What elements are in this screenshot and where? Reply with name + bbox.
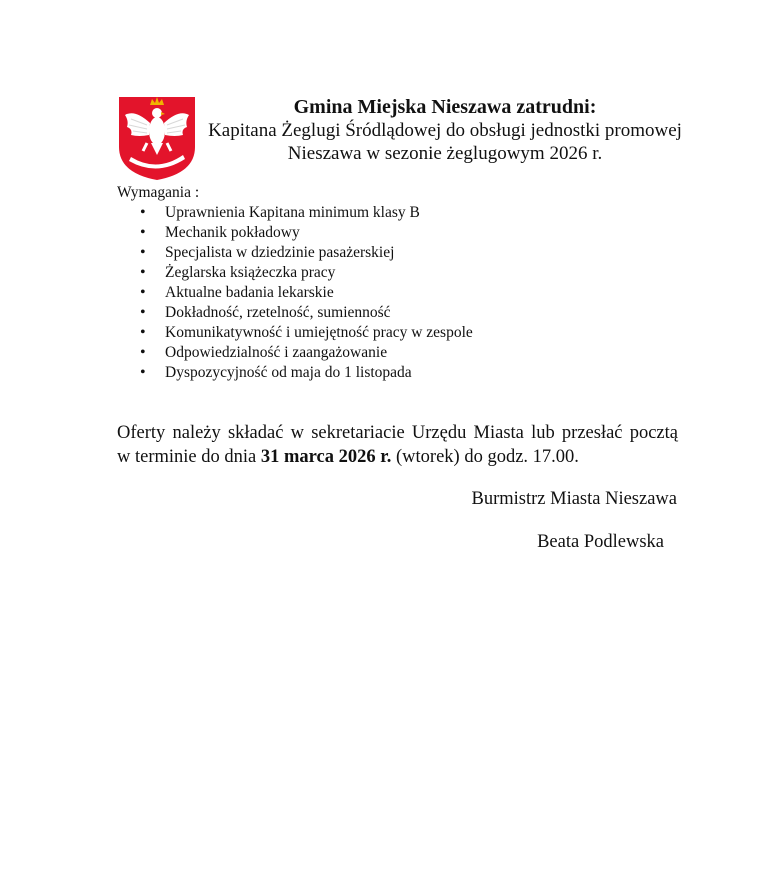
position-line-1: Kapitana Żeglugi Śródlądowej do obsługi jednostki promowej (208, 120, 682, 141)
requirement-item: • Uprawnienia Kapitana minimum klasy B (140, 203, 473, 223)
deadline-date: 31 marca 2026 r. (260, 447, 392, 467)
signature-name: Beata Podlewska (537, 532, 664, 552)
requirement-item: • Odpowiedzialność i zaangażowanie (140, 343, 473, 363)
requirement-item: • Aktualne badania lekarskie (140, 283, 473, 303)
offer-line-2-start: w terminie do dnia (117, 447, 261, 467)
requirement-item: • Specjalista w dziedzinie pasażerskiej (140, 243, 473, 263)
announcement-header (200, 95, 690, 165)
requirement-item: • Mechanik pokładowy (140, 223, 473, 243)
coat-of-arms-icon (117, 95, 197, 181)
requirements-label: Wymagania : (117, 184, 200, 201)
position-line-2: Nieszawa w sezonie żeglugowym 2026 r. (287, 143, 603, 164)
requirement-item: • Komunikatywność i umiejętność pracy w zespole (140, 323, 473, 343)
signature-title: Burmistrz Miasta Nieszawa (471, 489, 677, 509)
announcement-title: Gmina Miejska Nieszawa zatrudni: (293, 96, 597, 118)
requirement-item: • Dokładność, rzetelność, sumienność (140, 303, 473, 323)
requirement-item: • Dyspozycyjność od maja do 1 listopada (140, 363, 473, 383)
offer-line-2-end: (wtorek) do godz. 17.00. (391, 447, 579, 467)
offer-line-1: Oferty należy składać w sekretariacie Urzędu Miasta lub przesłać pocztą (117, 423, 678, 443)
offer-paragraph (117, 421, 678, 469)
requirement-item: • Żeglarska książeczka pracy (140, 263, 473, 283)
requirements-list (140, 203, 473, 383)
